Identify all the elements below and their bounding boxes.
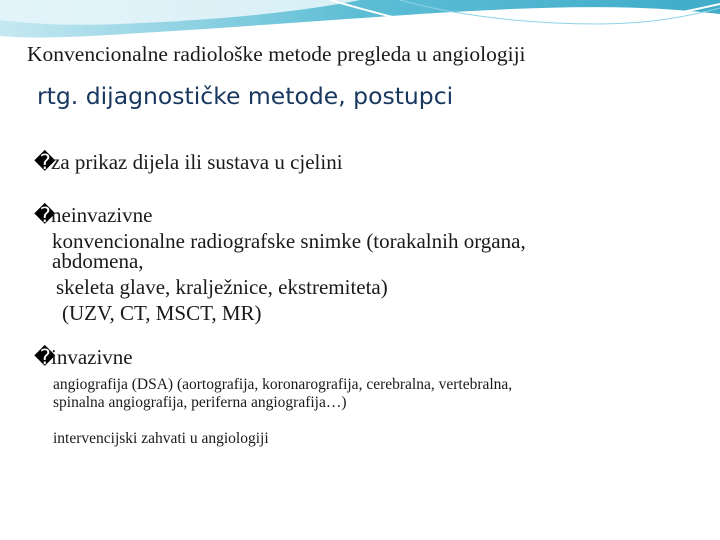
neinvazivne-line-1: konvencionalne radiografske snimke (torakalnih organa, [52, 229, 526, 253]
bullet-placeholder-icon: � [34, 150, 56, 174]
invazivne-line-1: angiografija (DSA) (aortografija, koronarografija, cerebralna, vertebralna, [53, 376, 513, 393]
bullet-placeholder-icon: � [34, 345, 56, 369]
neinvazivne-line-2: abdomena, [52, 249, 144, 273]
slide-title: Konvencionalne radiološke metode pregleda u angiologiji [27, 42, 526, 66]
bullet-text: invazivne [51, 345, 133, 369]
invazivne-line-2: spinalna angiografija, periferna angiografija…) [53, 394, 347, 411]
slide-subtitle: rtg. dijagnostičke metode, postupci [37, 82, 454, 110]
bullet-placeholder-icon: � [34, 203, 56, 227]
bullet-text: za prikaz dijela ili sustava u cjelini [51, 150, 343, 174]
neinvazivne-line-4: (UZV, CT, MSCT, MR) [62, 301, 262, 325]
bullet-item-invazivne [34, 345, 133, 370]
bullet-text: neinvazivne [51, 203, 153, 227]
bullet-item-prikaz [34, 150, 343, 175]
bullet-item-neinvazivne [34, 203, 152, 228]
invazivne-line-3: intervencijski zahvati u angiologiji [53, 430, 269, 447]
neinvazivne-line-3: skeleta glave, kralježnice, ekstremiteta) [56, 275, 388, 299]
